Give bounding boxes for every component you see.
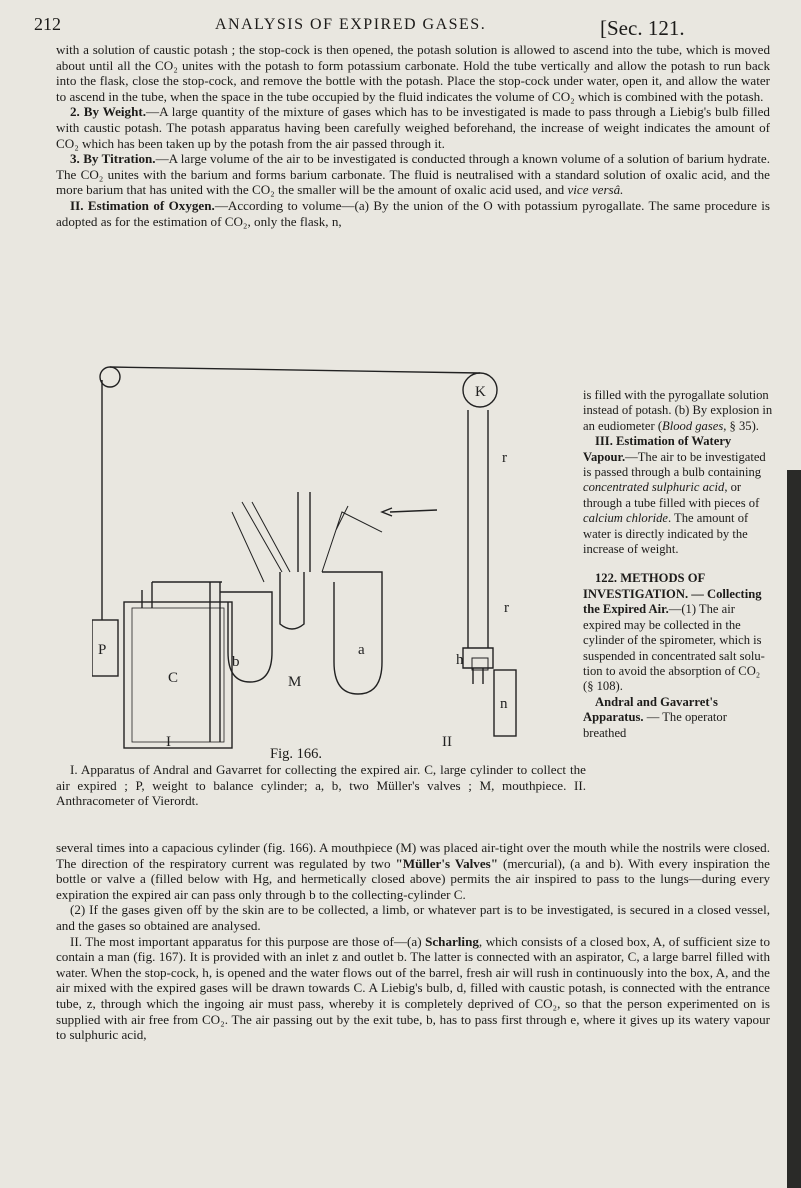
label-h: h (456, 652, 464, 668)
label-ii: II (442, 734, 452, 750)
paragraph-titration: 3. By Titration.—A large volume of the air to be investigated is conducted through a known volume of a solution of barium hydrate. The CO₂ unites with the barium and forms barium carbonate. The fluid is neutralised with a standard solution of oxalic acid, and the more barium that has united with the CO₂ the smaller will be the amount of oxalic acid used, and vice versâ. (56, 151, 770, 198)
label-c: C (168, 670, 179, 686)
side-para-andral: Andral and Gavarret's Apparatus. — The operator breathed (583, 694, 727, 740)
page-edge-shadow (787, 470, 801, 1188)
top-text (56, 42, 770, 229)
paragraph-oxygen: II. Estimation of Oxygen.—According to volume—(a) By the union of the O with potassium pyrogallate. The same procedure is adopted as for the estimation of CO₂, only the flask, n, (56, 197, 770, 229)
arrow (390, 510, 437, 512)
figure-caption: I. Apparatus of Andral and Gavarret for collecting the expired air. C, large cylinder to collect the air expired ; P, weight to balance cylinder; a, b, two Müller's valves ; M, mouthpiece. II. Anthracometer of Vierordt. (56, 762, 586, 809)
paragraph-cylinder: several times into a capacious cylinder (fig. 166). A mouthpiece (M) was placed air-tight over the mouth while the nostrils were closed. The direction of the respiratory current was regulated by two "Müller's Valves" (mercurial), (a and b). With every inspiration the bottle or valve a (filled below with Hg, and hermetically closed above) permits the air inspired to pass to the lungs—during every expiration the expired air can pass only through b to the collecting-cylinder C. (56, 840, 770, 902)
side-para-watery-vapour: III. Estimation of Watery Vapour.—The air to be investigated is passed through a bulb containing concentrated sulphuric acid, or through a tube filled with pieces of calcium chloride. The amount of water is directly indicated by the increase of weight. (583, 434, 766, 557)
page-number: 212 (34, 14, 61, 34)
mouthpiece-m (280, 572, 304, 629)
figure-label: Fig. 166. (270, 746, 322, 762)
paragraph-skin-gases: (2) If the gases given off by the skin are to be collected, a limb, or whatever part is to be investigated, is secured in a closed vessel, and the gases so obtained are analysed. (56, 902, 770, 933)
label-i: I (166, 734, 171, 750)
side-para-methods: 122. METHODS OF INVESTIGATION. — Collecting the Expired Air.—(1) The air expired may be collected in the cylinder of the spirometer, which is suspended in concentrated salt solution to avoid the absorption of CO₂ (§ 108). (583, 571, 765, 694)
label-k: K (475, 384, 486, 400)
anthracometer-tube (468, 410, 488, 648)
valve-a (322, 572, 382, 694)
label-n: n (500, 696, 508, 712)
paragraph-scharling: II. The most important apparatus for this purpose are those of—(a) Scharling, which consists of a closed box, A, of sufficient size to contain a man (fig. 167). It is provided with an inlet z and outlet b. The latter is connected with an aspirator, C, a large barrel filled with water. When the stop-cock, h, is opened and the water flows out of the barrel, fresh air will rush in continuously into the box, A, and the air mixed with the expired gases will be drawn towards C. A Liebig's bulb, d, filled with caustic potash, is connected with the entrance tube, z, through which the ingoing air must pass, whereby it is completely deprived of CO₂, so that the person experimented on is supplied with air free from CO₂. The air passing out by the exit tube, b, has to pass first through e, where it gives up its watery vapour to sulphuric acid, (56, 933, 770, 1043)
label-p: P (98, 642, 107, 658)
running-title: ANALYSIS OF EXPIRED GASES. (215, 16, 487, 33)
pulley-left (100, 367, 120, 387)
label-m: M (288, 674, 302, 690)
label-r2: r (504, 600, 509, 616)
valve-b (220, 592, 272, 682)
paragraph-weight: 2. By Weight.—A large quantity of the mixture of gases which has to be investigated is made to pass through a Liebig's bulb filled with caustic potash. The potash apparatus having been carefully weighed beforehand, the increase of weight indicates the amount of CO₂ which has been taken up by the potash from the air passed through it. (56, 104, 770, 151)
side-column (583, 388, 773, 741)
paragraph-volume: with a solution of caustic potash ; the stop-cock is then opened, the potash solution is allowed to ascend into the tube, which is moved about until all the CO₂ unites with the potash to form potassium carbonate. Hold the tube vertically and allow the potash to run back into the flask, close the stop-cock, and remove the bottle with the potash. Place the stop-cock under water, open it, and allow the water to ascend in the tube, when the space in the tube occupied by the fluid indicates the volume of CO₂ which is combined with the potash. (56, 42, 770, 104)
label-a: a (358, 642, 365, 658)
bottom-text (56, 840, 770, 1043)
section-marker: [Sec. 121. (600, 16, 685, 40)
suspension-cord (110, 367, 480, 373)
apparatus-figure (92, 362, 568, 754)
valve-b-tube (210, 582, 220, 742)
label-b: b (232, 654, 240, 670)
label-r1: r (502, 450, 507, 466)
side-para-pyrogallate: is filled with the pyrogallate solution instead of potash. (b) By explosion in an eudiometer (Blood gases, § 35). (583, 388, 773, 433)
